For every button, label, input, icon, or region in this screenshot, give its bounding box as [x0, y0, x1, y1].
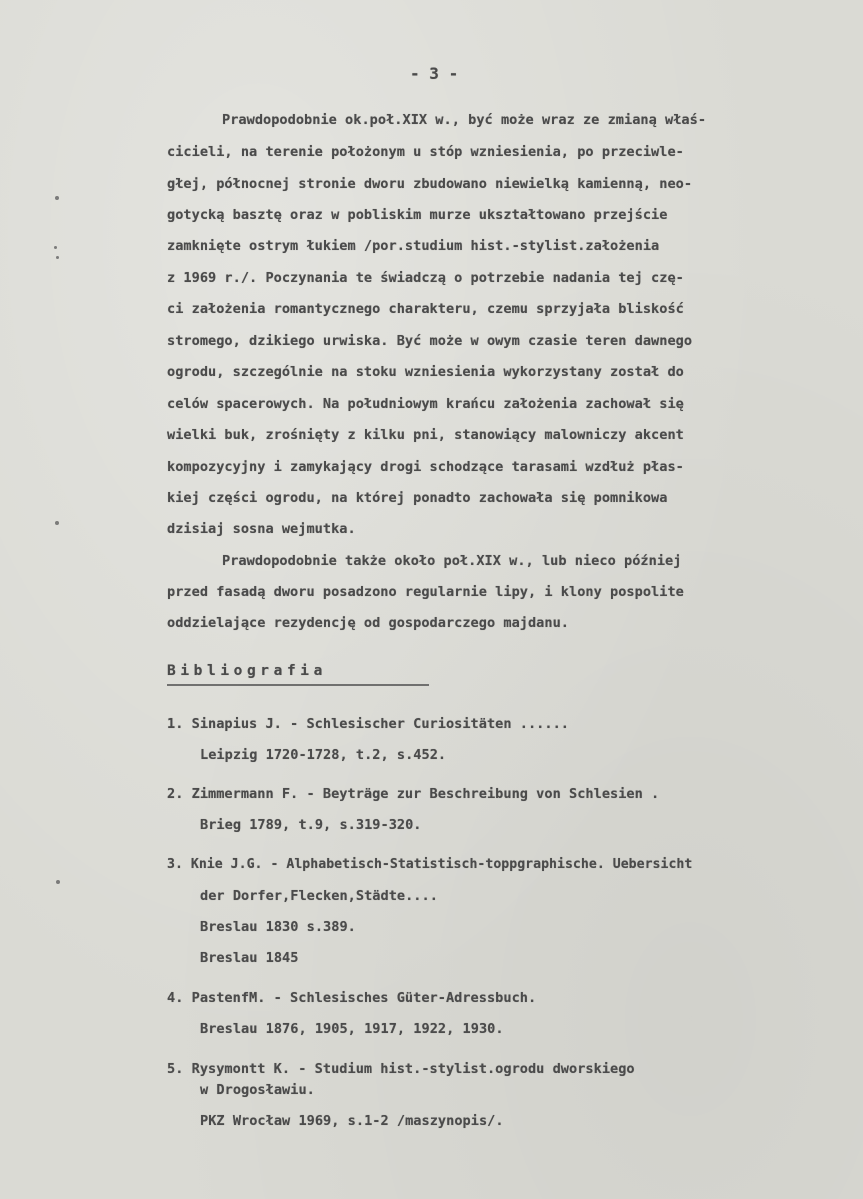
paragraph-1-line: z 1969 r./. Poczynania te świadczą o potrzebie nadania tej czę- [167, 270, 684, 286]
bibliography-heading-underline [167, 684, 429, 686]
paragraph-2-line: oddzielające rezydencję od gospodarczego majdanu. [167, 615, 570, 631]
bibliography-entry-line: Breslau 1845 [200, 950, 299, 966]
bibliography-entry-line: w Drogosławiu. [200, 1082, 315, 1098]
paragraph-1-line: kiej części ogrodu, na której ponadto zachowała się pomnikowa [167, 490, 668, 506]
paragraph-2-line: przed fasadą dworu posadzono regularnie lipy, i klony pospolite [167, 584, 684, 600]
paragraph-1-line: ogrodu, szczególnie na stoku wzniesienia wykorzystany został do [167, 364, 684, 380]
bibliography-entry-line: PKZ Wrocław 1969, s.1-2 /maszynopis/. [200, 1113, 504, 1129]
margin-mark [55, 521, 59, 525]
bibliography-entry-line: 1. Sinapius J. - Schlesischer Curiositäten ...... [167, 716, 570, 732]
bibliography-entry-line: Leipzig 1720-1728, t.2, s.452. [200, 747, 447, 763]
bibliography-entry-line: 3. Knie J.G. - Alphabetisch-Statistisch-toppgraphische. Uebersicht [167, 857, 693, 872]
bibliography-entry-line: Breslau 1876, 1905, 1917, 1922, 1930. [200, 1021, 504, 1037]
margin-mark [55, 196, 59, 200]
bibliography-entry-line: Brieg 1789, t.9, s.319-320. [200, 817, 422, 833]
paragraph-1-line: zamknięte ostrym łukiem /por.studium hist.-stylist.założenia [167, 238, 660, 254]
bibliography-entry-line: der Dorfer,Flecken,Städte.... [200, 888, 438, 904]
bibliography-entry-line: 4. PastenfM. - Schlesisches Güter-Adressbuch. [167, 990, 537, 1006]
paragraph-1-line: gotycką basztę oraz w pobliskim murze ukształtowano przejście [167, 207, 668, 223]
margin-mark [54, 246, 57, 249]
paragraph-1-line: głej, północnej stronie dworu zbudowano niewielką kamienną, neo- [167, 176, 693, 192]
paragraph-2-line: Prawdopodobnie także około poł.XIX w., lub nieco później [222, 553, 682, 569]
paragraph-1-line: ci założenia romantycznego charakteru, czemu sprzyjała bliskość [167, 301, 684, 317]
paragraph-1-line: Prawdopodobnie ok.poł.XIX w., być może wraz ze zmianą właś- [222, 112, 707, 128]
margin-mark [56, 256, 59, 259]
page-number: - 3 - [410, 64, 459, 83]
paragraph-1-line: stromego, dzikiego urwiska. Być może w owym czasie teren dawnego [167, 333, 693, 349]
paragraph-1-line: dzisiaj sosna wejmutka. [167, 521, 356, 537]
bibliography-entry-line: 5. Rysymontt K. - Studium hist.-stylist.ogrodu dworskiego [167, 1061, 635, 1077]
bibliography-heading: Bibliografia [167, 663, 327, 679]
paragraph-1-line: cicieli, na terenie położonym u stóp wzniesienia, po przeciwle- [167, 144, 684, 160]
bibliography-entry-line: Breslau 1830 s.389. [200, 919, 356, 935]
margin-mark [56, 880, 60, 884]
paragraph-1-line: wielki buk, zrośnięty z kilku pni, stanowiący malowniczy akcent [167, 427, 684, 443]
paragraph-1-line: kompozycyjny i zamykający drogi schodzące tarasami wzdłuż płas- [167, 459, 684, 475]
bibliography-entry-line: 2. Zimmermann F. - Beyträge zur Beschreibung von Schlesien . [167, 786, 660, 802]
paragraph-1-line: celów spacerowych. Na południowym krańcu założenia zachował się [167, 396, 684, 412]
